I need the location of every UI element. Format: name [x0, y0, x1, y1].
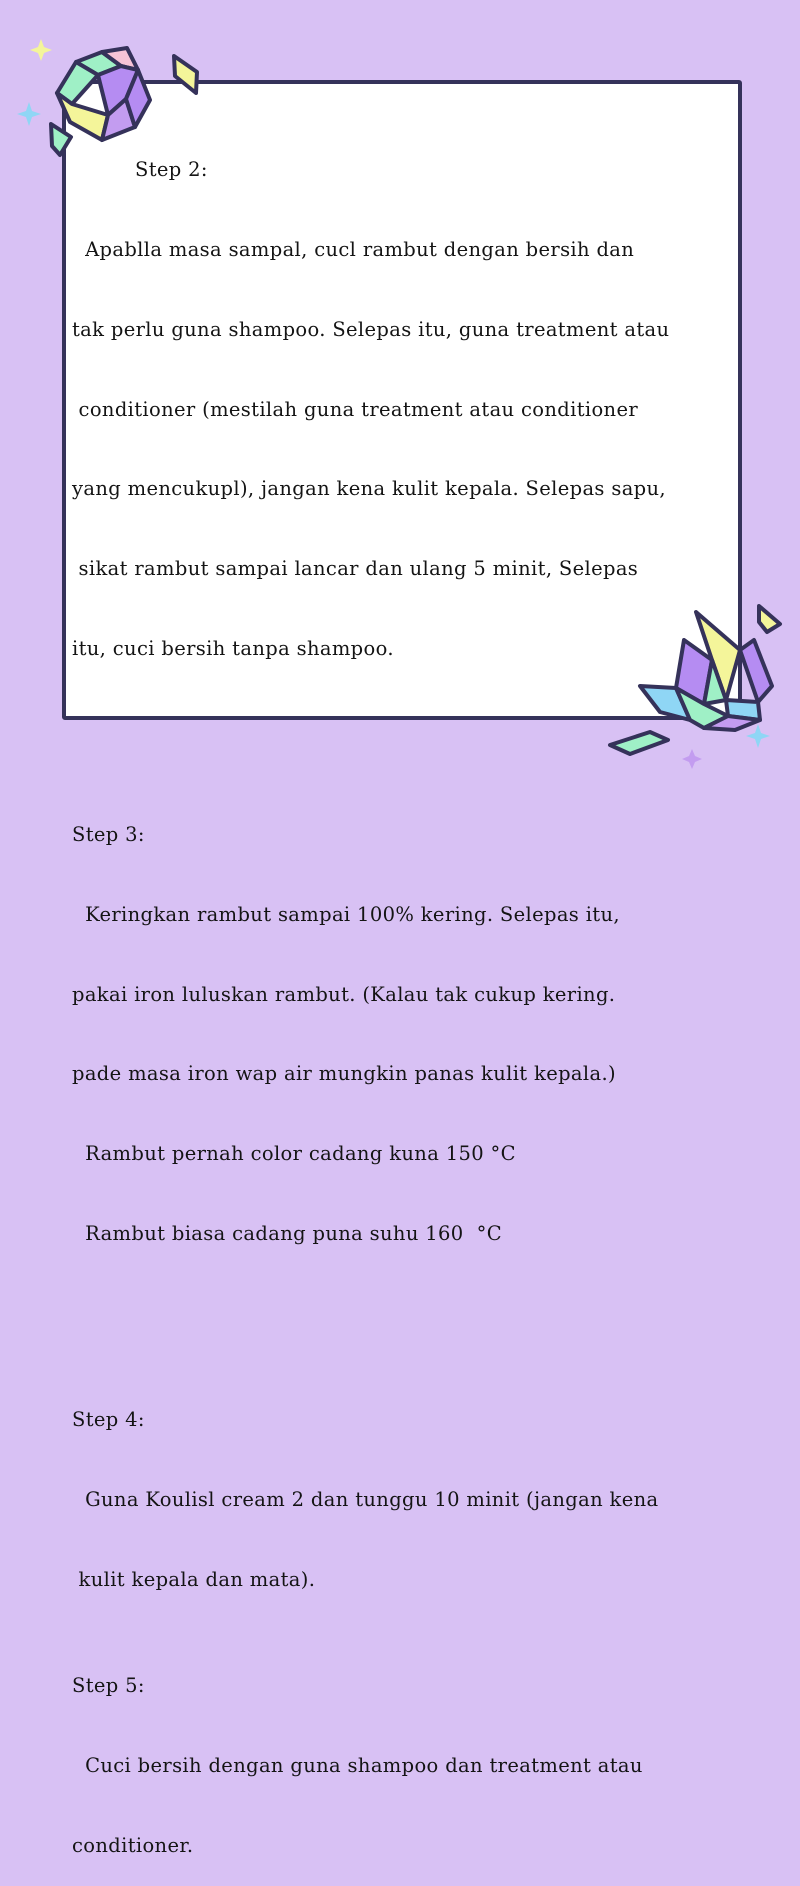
step-2-line: itu, cuci bersih tanpa shampoo. — [72, 636, 394, 660]
spacer — [72, 1301, 738, 1328]
step-4-line: kulit kepala dan mata). — [72, 1567, 316, 1591]
step-3-line: Rambut biasa cadang puna suhu 160 °C — [72, 1221, 503, 1245]
sparkle-star-icon — [30, 39, 52, 61]
decorations-layer — [0, 0, 800, 800]
step-4-line: Guna Koulisl cream 2 dan tunggu 10 minit (jangan kena — [72, 1487, 659, 1511]
step-3-heading: Step 3: — [72, 823, 145, 847]
crystal-cluster-bottom-right-icon — [640, 612, 772, 730]
step-2-line: sikat rambut sampai lancar dan ulang 5 minit, Selepas — [72, 557, 639, 581]
diamond-shard-icon — [610, 732, 668, 754]
step-3-line: Keringkan rambut sampai 100% kering. Selepas itu, — [72, 902, 620, 926]
step-2-line: conditioner (mestilah guna treatment atau conditioner — [72, 397, 639, 421]
step-3-line: Rambut pernah color cadang kuna 150 °C — [72, 1142, 516, 1166]
step-2-line: Apablla masa sampal, cucl rambut dengan bersih dan — [72, 237, 635, 261]
step-4-heading: Step 4: — [72, 1408, 145, 1432]
sparkle-star-icon — [746, 724, 770, 748]
step-2-heading: Step 2: — [135, 158, 208, 182]
step-3-line: pakai iron luluskan rambut. (Kalau tak cukup kering. — [72, 982, 616, 1006]
diamond-shard-icon — [51, 124, 71, 155]
sparkle-star-icon — [682, 749, 702, 769]
crystal-cluster-top-left-icon — [57, 48, 150, 140]
diamond-shard-icon — [759, 606, 780, 632]
step-2-line: yang mencukupl), jangan kena kulit kepala. Selepas sapu, — [72, 477, 666, 501]
step-5-line: conditioner. — [72, 1833, 194, 1857]
diamond-shard-icon — [174, 56, 197, 93]
step-3-line: pade masa iron wap air mungkin panas kulit kepala.) — [72, 1062, 616, 1086]
sparkle-star-icon — [17, 102, 41, 126]
step-5-heading: Step 5: — [72, 1674, 145, 1698]
step-2-line: tak perlu guna shampoo. Selepas itu, guna treatment atau — [72, 317, 670, 341]
step-5-line: Cuci bersih dengan guna shampoo dan treatment atau — [72, 1753, 643, 1777]
